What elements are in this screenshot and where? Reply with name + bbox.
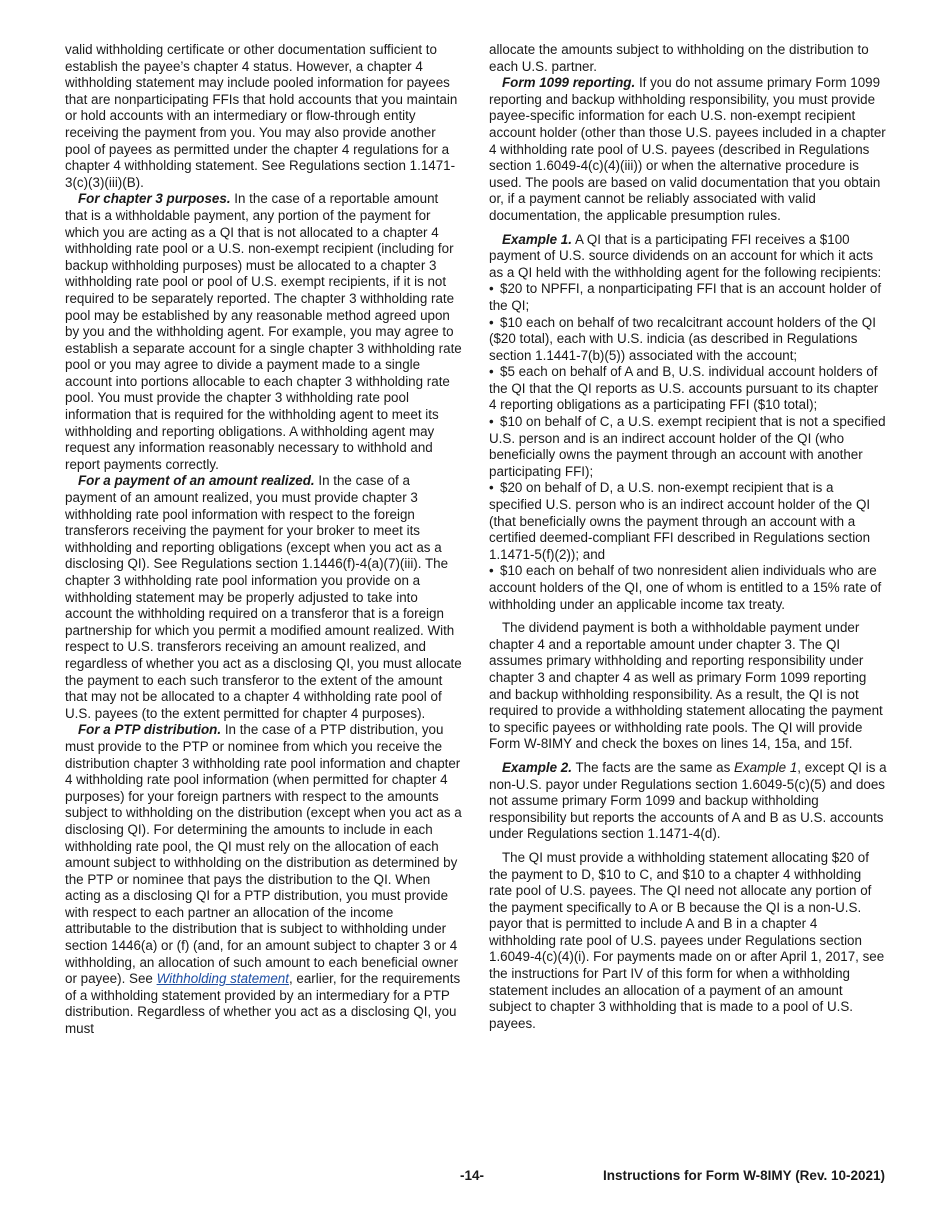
left-column [65, 42, 463, 1038]
form-title: Instructions for Form W-8IMY (Rev. 10-2021) [602, 1168, 885, 1183]
paragraph-amount-realized [65, 473, 463, 722]
paragraph-continued: valid withholding certificate or other documentation sufficient to establish the payee’s chapter 4 status. However, a chapter 4 withholding statement may include pooled information for payees that are nonparticipating FFIs that hold accounts that you maintain or hold accounts with an intermediary or flow-through entity receiving the payment from you. You may also provide another pool of payees as permitted under the chapter 4 regulations for a chapter 4 withholding statement. See Regulations section 1.1471-3(c)(3)(iii)(B). [65, 42, 458, 190]
text-ptp-distribution-a: In the case of a PTP distribution, you must provide to the PTP or nominee from which you receive the distribution chapter 3 withholding rate pool information and chapter 4 withholding rate pool information (when permitted for chapter 4 purposes) for your foreign partners with respect to the amounts subject to withholding on the distribution (except when you act as a disclosing QI). For determining the amounts to include in each withholding rate pool, the QI must rely on the allocation of each amount subject to withholding on the distribution as determined by the PTP or nominee that pays the distribution to the QI. When acting as a disclosing QI for a PTP distribution, you must provide with respect to each partner an allocation of the income attributable to the distribution that is subject to withholding under section 1446(a) or (f) (and, for an amount subject to chapter 3 or 4 withholding, an allocation of such amount to each beneficial owner or payee). See [65, 722, 462, 987]
example1-reference: Example 1 [734, 759, 798, 775]
list-item: • $5 each on behalf of A and B, U.S. individual account holders of the QI that the QI reports as U.S. accounts pursuant to its chapter 4 reporting obligations as a participating FFI ($10 total); [489, 364, 887, 414]
heading-example1: Example 1. [502, 231, 572, 247]
heading-amount-realized: For a payment of an amount realized. [78, 473, 315, 489]
paragraph-form1099-reporting [489, 75, 887, 224]
paragraph-withholding-statement-allocation: The QI must provide a withholding statement allocating $20 of the payment to D, $10 to C, and $10 to a chapter 4 withholding rate pool of U.S. payees. The QI need not allocate any portion of the payment specifically to A or B because the QI is a non-U.S. payor that is permitted to include A and B in a chapter 4 withholding rate pool of U.S. payees under Regulations section 1.6049-4(c)(4)(i). For payments made on or after April 1, 2017, see the instructions for Part IV of this form for when a withholding statement includes an allocation of a payment of an amount subject to chapter 3 withholding that is made to a pool of U.S. payees. [489, 849, 885, 1031]
paragraph-chapter3-purposes [65, 191, 463, 473]
paragraph-ptp-distribution [65, 722, 463, 1037]
text-form1099-reporting: If you do not assume primary Form 1099 reporting and backup withholding responsibility, you must provide payee-specific information for each U.S. non-exempt recipient account holder (other than those U.S. payees included in a chapter 4 withholding rate pool of U.S. payees (described in Regulations section 1.6049-4(c)(4)(iii)) or when the alternative procedure is used. The pools are based on valid documentation that you obtain or, if a payment cannot be reliably associated with valid documentation, the applicable presumption rules. [489, 75, 886, 223]
text-amount-realized: In the case of a payment of an amount realized, you must provide chapter 3 withholding rate pool information with respect to the foreign transferors receiving the payment for your broker to meet its withholding and reporting obligations (except when you act as a disclosing QI). See Regulations section 1.1446(f)-4(a)(7)(iii). The chapter 3 withholding rate pool information you provide on a withholding statement may be properly adjusted to take into account the withholding required on a transferor that is a foreign partnership for which you permit a modified amount realized. With respect to U.S. transferors receiving an amount realized, and regardless of whether you act as a disclosing QI, you must allocate the payment to each such transferor to the extent of the amount that may not be allocated to a chapter 4 withholding rate pool of U.S. payees (to the extent permitted for chapter 4 purposes). [65, 473, 462, 721]
paragraph-example2 [489, 760, 887, 843]
list-item: • $10 on behalf of C, a U.S. exempt recipient that is not a specified U.S. person and is an indirect account holder of the QI (who beneficially owns the payment through an account with another participating FFI); [489, 414, 887, 480]
paragraph-example1 [489, 232, 887, 282]
page-number: -14- [460, 1168, 485, 1183]
heading-ptp-distribution: For a PTP distribution. [78, 722, 222, 738]
text-example1: A QI that is a participating FFI receives a $100 payment of U.S. source dividends on an account for which it acts as a QI held with the withholding agent for the following recipients: [489, 231, 882, 280]
list-item: • $20 to NPFFI, a nonparticipating FFI that is an account holder of the QI; [489, 281, 887, 314]
heading-chapter3-purposes: For chapter 3 purposes. [78, 191, 231, 207]
list-item: • $10 each on behalf of two nonresident alien individuals who are account holders of the QI, one of whom is entitled to a 15% rate of withholding under an applicable income tax treaty. [489, 563, 887, 613]
text-example2-a: The facts are the same as [575, 759, 731, 775]
heading-form1099-reporting: Form 1099 reporting. [502, 75, 636, 91]
text-example2-b: , except QI is a non-U.S. payor under Regulations section 1.6049-5(c)(5) and does not assume primary Form 1099 and backup withholding responsibility but reports the accounts of A and B as U.S. accounts under Regulations section 1.1471-4(d). [489, 759, 887, 842]
right-column [489, 42, 887, 1032]
paragraph-continued-right: allocate the amounts subject to withholding on the distribution to each U.S. partner. [489, 42, 869, 74]
list-item: • $10 each on behalf of two recalcitrant account holders of the QI ($20 total), each with U.S. indicia (as described in Regulations section 1.1441-7(b)(5)) associated with the account; [489, 315, 887, 365]
list-item: • $20 on behalf of D, a U.S. non-exempt recipient that is a specified U.S. person who is an indirect account holder of the QI (that beneficially owns the payment through an account with a certified deemed-compliant FFI described in Regulations section 1.1471-5(f)(2)); and [489, 480, 887, 563]
text-chapter3-purposes: In the case of a reportable amount that is a withholdable payment, any portion of the payment for which you are acting as a QI that is not allocated to a chapter 4 withholding rate pool or a U.S. non-exempt recipient (including for backup withholding purposes) must be allocated to a chapter 3 withholding rate pool or pool of U.S. exempt recipients, if it is not required to be separately reported. The chapter 3 withholding rate pool may be established by any reasonable method agreed upon by you and the withholding agent. For example, you may agree to establish a separate account for a single chapter 3 withholding rate pool or you may agree to divide a payment made to a single account into portions allocable to each chapter 3 withholding rate pool. You must provide the chapter 3 withholding rate pool information that is required for the withholding agent to meet its withholding and reporting obligations. A withholding agent may request any information reasonably necessary to withhold and report payments correctly. [65, 191, 462, 472]
heading-example2: Example 2. [502, 759, 572, 775]
withholding-statement-link[interactable]: Withholding statement [156, 971, 289, 987]
paragraph-dividend-payment: The dividend payment is both a withholdable payment under chapter 4 and a reportable amount under chapter 3. The QI assumes primary withholding and reporting responsibility under chapter 3 and chapter 4 as well as primary Form 1099 reporting and backup withholding responsibility. As a result, the QI is not required to provide a withholding statement allocating the payment to specific payees or withholding rate pools. The QI will provide Form W-8IMY and check the boxes on lines 14, 15a, and 15f. [489, 620, 883, 752]
text-ptp-distribution-b: , earlier, for the requirements of a withholding statement provided by an intermediary for a PTP distribution. Regardless of whether you act as a disclosing QI, you must [65, 971, 461, 1037]
